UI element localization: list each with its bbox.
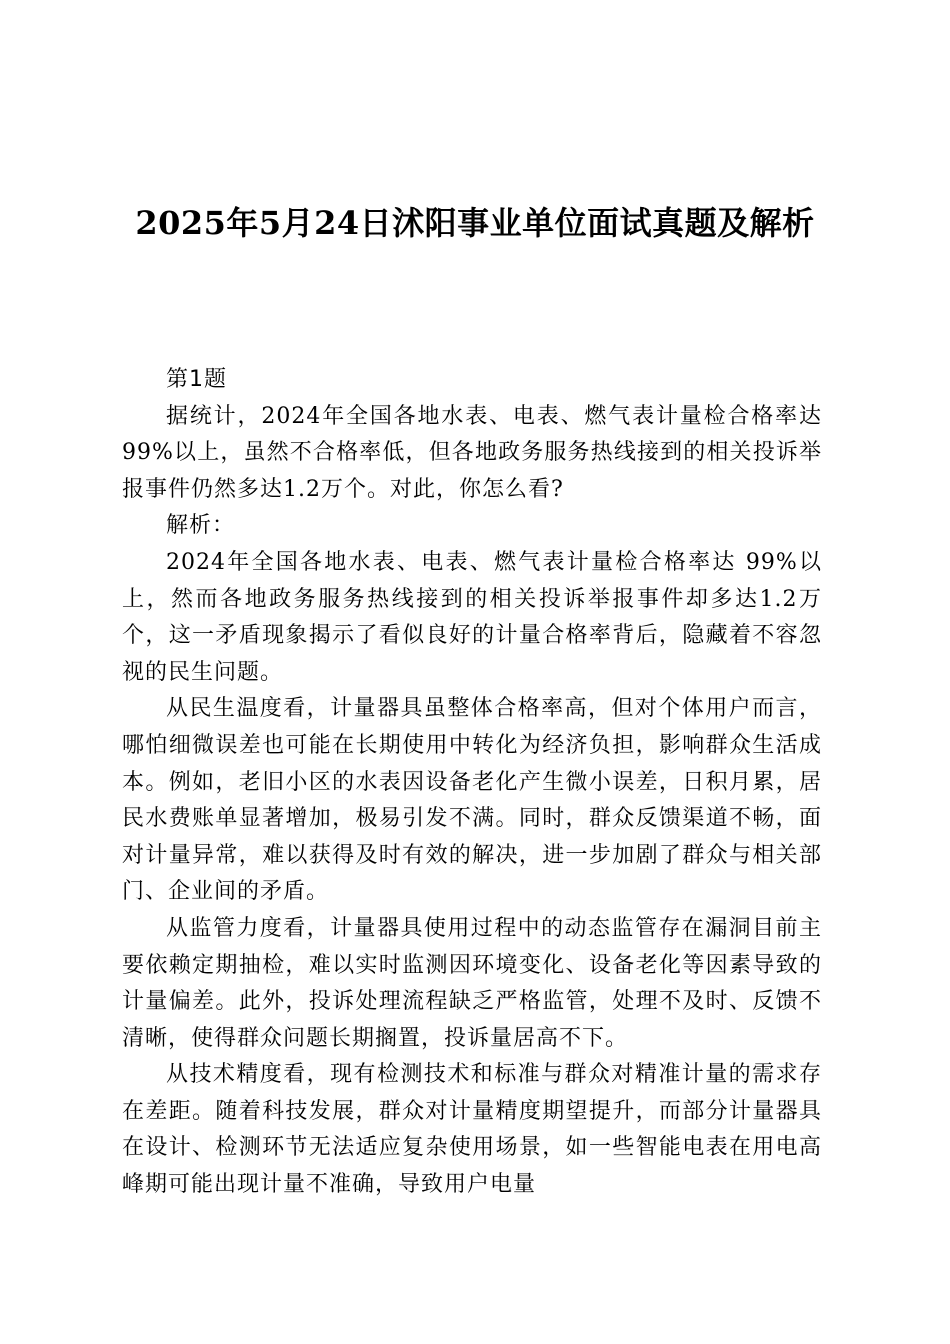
question-text: 据统计，2024年全国各地水表、电表、燃气表计量检合格率达99%以上，虽然不合格率低，但各地政务服务热线接到的相关投诉举报事件仍然多达1.2万个。对此，你怎么看? <box>122 403 822 502</box>
question-label: 第1题 <box>166 367 227 392</box>
document-body <box>122 362 822 1204</box>
analysis-paragraph: 从监管力度看，计量器具使用过程中的动态监管存在漏洞目前主要依赖定期抽检，难以实时监测因环境变化、设备老化等因素导致的计量偏差。此外，投诉处理流程缺乏严格监管，处理不及时、反馈不清晰，使得群众问题长期搁置，投诉量居高不下。 <box>122 915 822 1051</box>
analysis-paragraph: 从技术精度看，现有检测技术和标准与群众对精准计量的需求存在差距。随着科技发展，群众对计量精度期望提升，而部分计量器具在设计、检测环节无法适应复杂使用场景，如一些智能电表在用电高峰期可能出现计量不准确，导致用户电量 <box>122 1062 822 1198</box>
analysis-paragraph: 2024年全国各地水表、电表、燃气表计量检合格率达 99%以上，然而各地政务服务热线接到的相关投诉举报事件却多达1.2万个，这一矛盾现象揭示了看似良好的计量合格率背后，隐藏着不容忽视的民生问题。 <box>122 549 822 685</box>
analysis-label: 解析： <box>166 513 236 539</box>
analysis-paragraph: 从民生温度看，计量器具虽整体合格率高，但对个体用户而言，哪怕细微误差也可能在长期使用中转化为经济负担，影响群众生活成本。例如，老旧小区的水表因设备老化产生微小误差，日积月累，居民水费账单显著增加，极易引发不满。同时，群众反馈渠道不畅，面对计量异常，难以获得及时有效的解决，进一步加剧了群众与相关部门、企业间的矛盾。 <box>122 696 822 905</box>
document-title: 2025年5月24日沭阳事业单位面试真题及解析 <box>135 204 815 242</box>
